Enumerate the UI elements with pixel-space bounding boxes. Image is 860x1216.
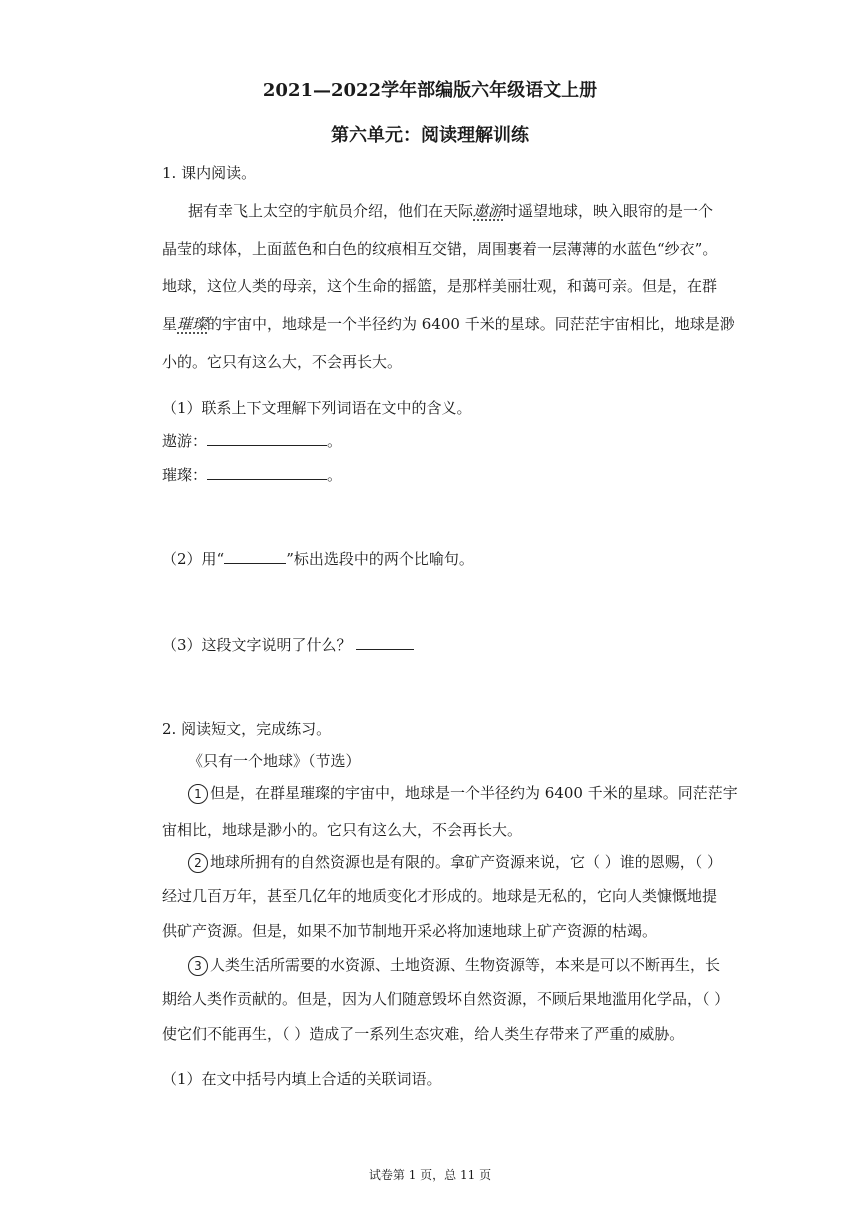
q2-p3-line3: 使它们不能再生，（ ）造成了一系列生态灾难，给人类生存带来了严重的威胁。: [162, 1025, 685, 1043]
q1-word2-blank[interactable]: [207, 465, 327, 480]
q2-p2-line1-text: 地球所拥有的自然资源也是有限的。拿矿产资源来说，它（ ）谁的恩赐，（ ）: [210, 853, 723, 871]
q2-p3-line1: [188, 955, 720, 976]
q1-para-line1-a: 据有幸飞上太空的宇航员介绍，他们在天际: [188, 202, 474, 220]
q1-para-line4: [162, 314, 735, 334]
q2-p3-line2: 期给人类作贡献的。但是，因为人们随意毁坏自然资源，不顾后果地滥用化学品，（ ）: [162, 990, 730, 1008]
q1-para-line1-b: 时遥望地球，映入眼帘的是一个: [503, 202, 714, 220]
paragraph-number-2: 2: [188, 853, 208, 873]
paragraph-number-1: 1: [188, 784, 208, 804]
q1-para-line3: 地球，这位人类的母亲，这个生命的摇篮，是那样美丽壮观，和蔼可亲。但是，在群: [162, 277, 718, 295]
q1-sub2-blank: [224, 549, 286, 564]
q2-p3-line1-text: 人类生活所需要的水资源、土地资源、生物资源等，本来是可以不断再生，长: [210, 956, 721, 974]
q1-sub3: [162, 635, 414, 655]
q1-para-line5: 小的。它只有这么大，不会再长大。: [162, 353, 403, 371]
q1-word2-row: [162, 465, 342, 485]
q1-sub2-b: ”标出选段中的两个比喻句。: [286, 550, 474, 568]
q1-sub2-a: （2）用“: [162, 550, 225, 568]
q2-p1-line2: 宙相比，地球是渺小的。它只有这么大，不会再长大。: [162, 821, 523, 839]
q2-p2-line2: 经过几百万年，甚至几亿年的地质变化才形成的。地球是无私的，它向人类慷慨地提: [162, 887, 718, 905]
q1-para-line4-b: 的宇宙中，地球是一个半径约为 6400 千米的星球。同茫茫宇宙相比，地球是渺: [207, 315, 735, 333]
q1-sub3-text: （3）这段文字说明了什么？: [162, 636, 352, 654]
q1-word2-label: 璀璨：: [162, 466, 208, 484]
q2-sub1: （1）在文中括号内填上合适的关联词语。: [162, 1070, 442, 1088]
q2-p1-line1-text: 但是，在群星璀璨的宇宙中，地球是一个半径约为 6400 千米的星球。同茫茫宇: [210, 784, 738, 802]
q1-sub3-blank[interactable]: [356, 635, 414, 650]
q1-word1-label: 遨游：: [162, 432, 208, 450]
q2-label: 2. 阅读短文，完成练习。: [162, 720, 332, 738]
q2-p1-line1: [188, 783, 738, 804]
q1-word1-row: [162, 431, 342, 451]
paragraph-number-3: 3: [188, 956, 208, 976]
q1-sub2: [162, 549, 474, 569]
q1-keyword-aoyou: 遨游: [473, 202, 504, 220]
q1-sub1: （1）联系上下文理解下列词语在文中的含义。: [162, 399, 472, 417]
page-title: 2021—2022学年部编版六年级语文上册: [262, 80, 598, 101]
q1-label: 1. 课内阅读。: [162, 164, 257, 182]
page-subtitle: 第六单元：阅读理解训练: [331, 125, 529, 146]
q1-para-line1: [188, 201, 713, 221]
page-footer: 试卷第 1 页，总 11 页: [368, 1168, 492, 1182]
q1-word2-period: 。: [327, 466, 343, 484]
q1-word1-blank[interactable]: [207, 431, 327, 446]
q1-word1-period: 。: [327, 432, 343, 450]
q1-para-line4-a: 星: [162, 315, 178, 333]
q1-keyword-cuican: 璀璨: [177, 315, 208, 333]
q2-p2-line3: 供矿产资源。但是，如果不加节制地开采必将加速地球上矿产资源的枯竭。: [162, 922, 658, 940]
q2-source: 《只有一个地球》（节选）: [188, 752, 361, 770]
q1-para-line2: 晶莹的球体，上面蓝色和白色的纹痕相互交错，周围裹着一层薄薄的水蓝色“纱衣”。: [162, 240, 718, 258]
q2-p2-line1: [188, 852, 722, 873]
